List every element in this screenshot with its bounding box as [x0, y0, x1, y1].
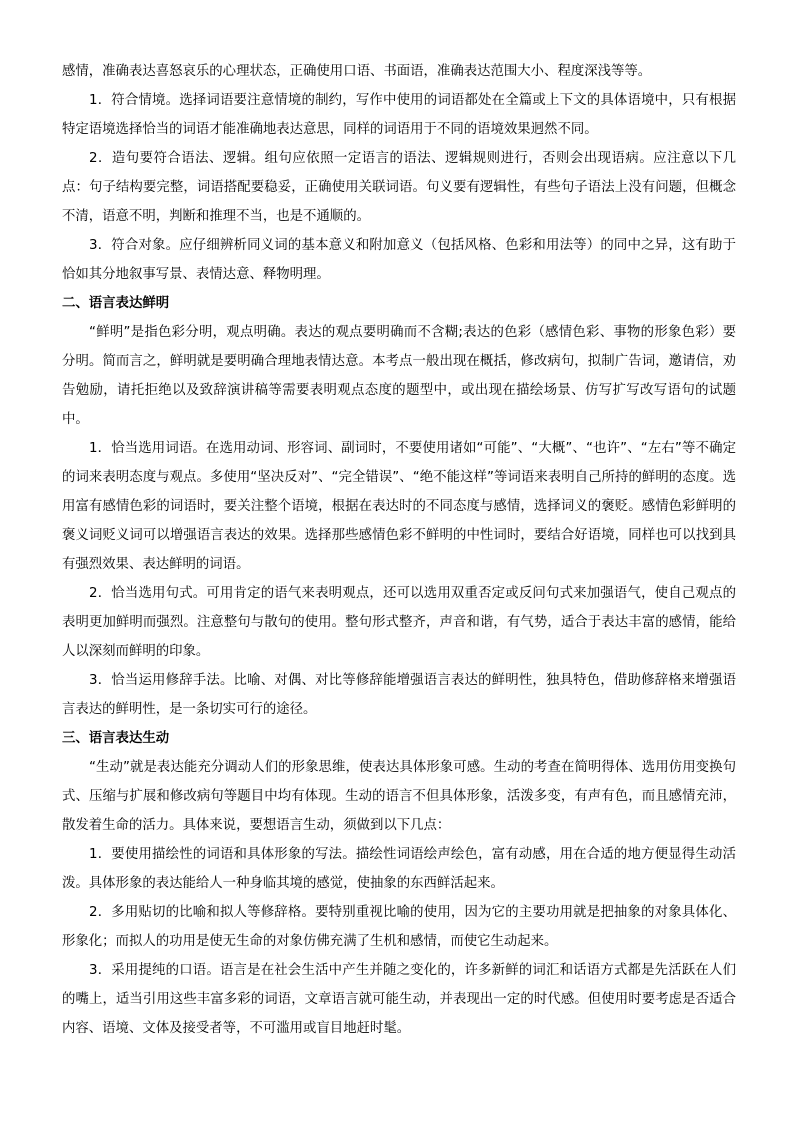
paragraph: 2．造句要符合语法、逻辑。组句应依照一定语言的语法、逻辑规则进行，否则会出现语病。应注意以下几点：句子结构要完整，词语搭配要稳妥，正确使用关联词语。句义要有逻辑性，有些句子语法上没有问题，但概念不清，语意不明，判断和推理不当，也是不通顺的。 [62, 151, 736, 224]
paragraph: 1．要使用描绘性的词语和具体形象的写法。描绘性词语绘声绘色，富有动感，用在合适的地方便显得生动活泼。具体形象的表达能给人一种身临其境的感觉，使抽象的东西鲜活起来。 [62, 847, 736, 891]
paragraph: 3．采用提纯的口语。语言是在社会生活中产生并随之变化的，许多新鲜的词汇和话语方式都是先活跃在人们的嘴上，适当引用这些丰富多彩的词语，文章语言就可能生动，并表现出一定的时代感。但使用时要考虑是否适合内容、语境、文体及接受者等，不可滥用或盲目地赶时髦。 [62, 963, 736, 1036]
paragraph: “生动”就是表达能充分调动人们的形象思维，使表达具体形象可感。生动的考查在简明得体、选用仿用变换句式、压缩与扩展和修改病句等题目中均有体现。生动的语言不但具体形象，活泼多变，有声有色，而且感情充沛，散发着生命的活力。具体来说，要想语言生动，须做到以下几点： [62, 760, 736, 833]
paragraph: 3．符合对象。应仔细辨析同义词的基本意义和附加意义（包括风格、色彩和用法等）的同中之异，这有助于恰如其分地叙事写景、表情达意、释物明理。 [62, 238, 736, 282]
section-vivid-clear [62, 289, 736, 724]
section-lively [62, 724, 736, 1043]
paragraph: 1．符合情境。选择词语要注意情境的制约，写作中使用的词语都处在全篇或上下文的具体语境中，只有根据特定语境选择恰当的词语才能准确地表达意思，同样的词语用于不同的语境效果迥然不同。 [62, 93, 736, 137]
paragraph: 2．恰当选用句式。可用肯定的语气来表明观点，还可以选用双重否定或反问句式来加强语气，使自己观点的表明更加鲜明而强烈。注意整句与散句的使用。整句形式整齐，声音和谐，有气势，适合于表达丰富的感情，能给人以深刻而鲜明的印象。 [62, 586, 736, 659]
paragraph: 感情，准确表达喜怒哀乐的心理状态，正确使用口语、书面语，准确表达范围大小、程度深浅等等。 [62, 64, 652, 79]
paragraph: 2．多用贴切的比喻和拟人等修辞格。要特别重视比喻的使用，因为它的主要功用就是把抽象的对象具体化、形象化；而拟人的功用是使无生命的对象仿佛充满了生机和感情，而使它生动起来。 [62, 905, 736, 949]
section-heading: 二、语言表达鲜明 [62, 296, 170, 311]
paragraph: 1．恰当选用词语。在选用动词、形容词、副词时，不要使用诸如“可能”、“大概”、“也许”、“左右”等不确定的词来表明态度与观点。多使用“坚决反对”、“完全错误”、“绝不能这样”等词语来表明自己所持的鲜明的态度。选用富有感情色彩的词语时，要关注整个语境，根据在表达时的不同态度与感情，选择词义的褒贬。感情色彩鲜明的褒义词贬义词可以增强语言表达的效果。选择那些感情色彩不鲜明的中性词时，要结合好语境，同样也可以找到具有强烈效果、表达鲜明的词语。 [62, 441, 736, 572]
paragraph: “鲜明”是指色彩分明，观点明确。表达的观点要明确而不含糊;表达的色彩（感情色彩、事物的形象色彩）要分明。简而言之，鲜明就是要明确合理地表情达意。本考点一般出现在概括，修改病句，拟制广告词，邀请信，劝告勉励，请托拒绝以及致辞演讲稿等需要表明观点态度的题型中，或出现在描绘场景、仿写扩写改写语句的试题中。 [62, 325, 736, 427]
paragraph: 3．恰当运用修辞手法。比喻、对偶、对比等修辞能增强语言表达的鲜明性，独具特色，借助修辞格来增强语言表达的鲜明性，是一条切实可行的途径。 [62, 673, 736, 717]
section-intro [62, 57, 736, 289]
section-heading: 三、语言表达生动 [62, 731, 170, 746]
document-page [62, 57, 736, 1043]
